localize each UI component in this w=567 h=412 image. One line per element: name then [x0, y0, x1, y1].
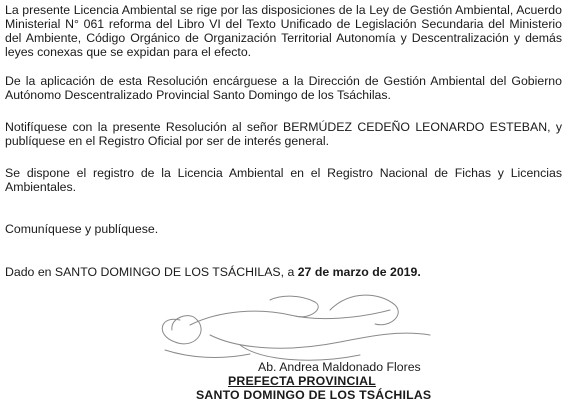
signer-name: Ab. Andrea Maldonado Flores: [258, 360, 421, 374]
paragraph-application: De la aplicación de esta Resolución encárguese a la Dirección de Gestión Ambiental del Gobierno Autónomo Descentralizado Provincial Santo Domingo de los Tsáchilas.: [5, 74, 562, 102]
paragraph-communicate: Comuníquese y publíquese.: [5, 222, 159, 236]
paragraph-registry: Se dispone el registro de la Licencia Ambiental en el Registro Nacional de Fichas y Licencias Ambientales.: [5, 166, 562, 194]
date-line-prefix: Dado en SANTO DOMINGO DE LOS TSÁCHILAS, a: [5, 265, 298, 279]
signer-title: PREFECTA PROVINCIAL: [228, 374, 376, 388]
paragraph-date-line: [5, 265, 562, 279]
paragraph-legal-basis: La presente Licencia Ambiental se rige por las disposiciones de la Ley de Gestión Ambiental, Acuerdo Ministerial N° 061 reforma del Libro VI del Texto Unificado de Legislación Secundaria del Ministerio del Ambiente, Código Orgánico de Organización Territorial Autonomía y Descentralización y demás leyes conexas que se expidan para el efecto.: [5, 3, 562, 59]
signer-institution: SANTO DOMINGO DE LOS TSÁCHILAS: [196, 388, 432, 402]
paragraph-notification: Notifíquese con la presente Resolución al señor BERMÚDEZ CEDEÑO LEONARDO ESTEBAN, y publíquese en el Registro Oficial por ser de interés general.: [5, 120, 562, 148]
date-line-date: 27 de marzo de 2019.: [297, 265, 421, 279]
handwritten-signature: [150, 280, 450, 370]
